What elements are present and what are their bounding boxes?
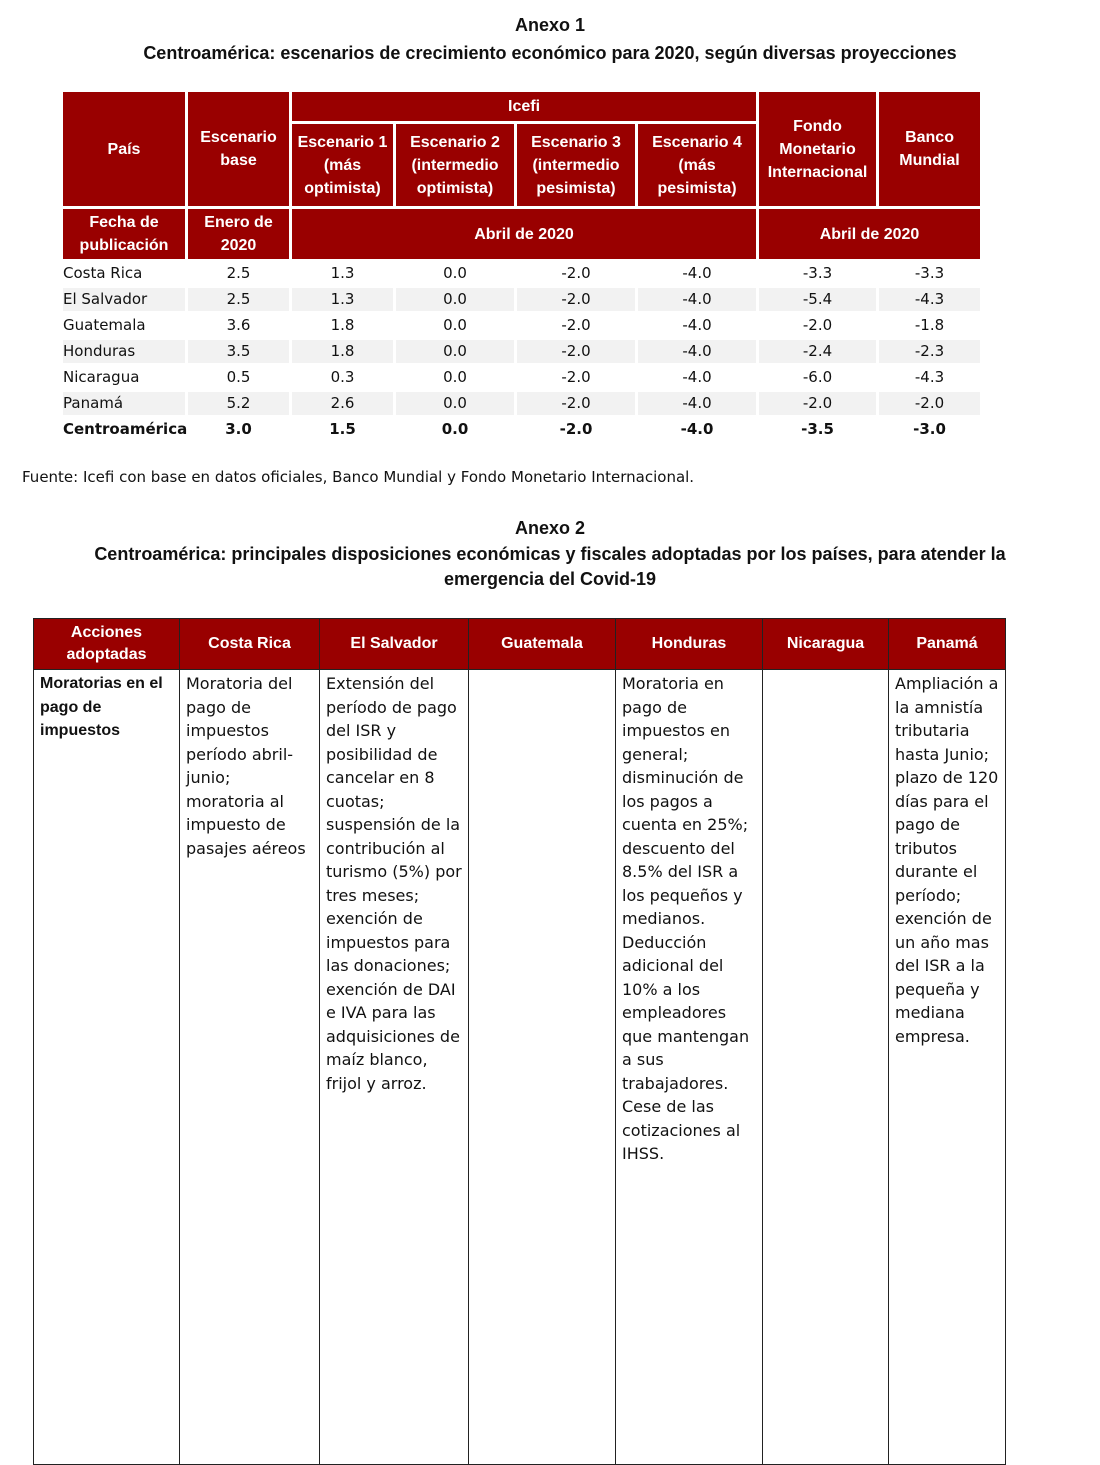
country-name: Honduras bbox=[63, 340, 185, 363]
growth-scenarios-table bbox=[60, 89, 983, 444]
growth-value: -4.0 bbox=[638, 262, 756, 285]
header-banco-mundial: Banco Mundial bbox=[879, 92, 980, 206]
header-costa-rica: Costa Rica bbox=[180, 619, 320, 670]
growth-value: -2.0 bbox=[517, 314, 635, 337]
growth-value: 2.5 bbox=[188, 288, 289, 311]
growth-value: 1.3 bbox=[292, 288, 393, 311]
annex1-title: Anexo 1 bbox=[514, 15, 586, 35]
row-label-moratorias: Moratorias en el pago de impuestos bbox=[34, 670, 180, 1465]
growth-value: -4.0 bbox=[638, 314, 756, 337]
growth-value: -2.3 bbox=[879, 340, 980, 363]
header-escenario-base: Escenario base bbox=[188, 92, 289, 206]
country-name: El Salvador bbox=[63, 288, 185, 311]
source-note: Fuente: Icefi con base en datos oficiales, Banco Mundial y Fondo Monetario Internacional. bbox=[22, 468, 695, 486]
annex1-subtitle: Centroamérica: escenarios de crecimiento económico para 2020, según diversas proyecciones bbox=[143, 43, 957, 63]
header-honduras: Honduras bbox=[616, 619, 763, 670]
header-abril-2020-organismos: Abril de 2020 bbox=[759, 209, 980, 259]
growth-value: -3.3 bbox=[879, 262, 980, 285]
country-name: Nicaragua bbox=[63, 366, 185, 389]
header-el-salvador: El Salvador bbox=[320, 619, 469, 670]
header-fecha-publicacion: Fecha de publicación bbox=[63, 209, 185, 259]
growth-value: 3.0 bbox=[188, 418, 289, 441]
fiscal-measures-table bbox=[33, 618, 1006, 1465]
growth-value: -2.0 bbox=[517, 340, 635, 363]
header-panama: Panamá bbox=[889, 619, 1006, 670]
header-escenario-4: Escenario 4 (más pesimista) bbox=[638, 124, 756, 206]
growth-value: -4.3 bbox=[879, 288, 980, 311]
growth-value: -2.0 bbox=[517, 262, 635, 285]
header-nicaragua: Nicaragua bbox=[763, 619, 889, 670]
growth-value: -3.0 bbox=[879, 418, 980, 441]
growth-value: -4.0 bbox=[638, 366, 756, 389]
cell-guatemala bbox=[469, 670, 616, 1465]
country-name: Costa Rica bbox=[63, 262, 185, 285]
growth-value: -2.0 bbox=[517, 418, 635, 441]
growth-value: -2.0 bbox=[879, 392, 980, 415]
growth-value: 2.5 bbox=[188, 262, 289, 285]
table-row bbox=[63, 366, 980, 389]
growth-value: 0.0 bbox=[396, 340, 514, 363]
header-escenario-2: Escenario 2 (intermedio optimista) bbox=[396, 124, 514, 206]
country-name: Centroamérica bbox=[63, 418, 185, 441]
growth-value: 3.5 bbox=[188, 340, 289, 363]
country-name: Guatemala bbox=[63, 314, 185, 337]
cell-nicaragua bbox=[763, 670, 889, 1465]
header-pais: País bbox=[63, 92, 185, 206]
growth-value: 3.6 bbox=[188, 314, 289, 337]
growth-value: 5.2 bbox=[188, 392, 289, 415]
cell-panama: Ampliación a la amnistía tributaria hasta Junio; plazo de 120 días para el pago de tributos durante el período; exención de un año mas del ISR a la pequeña y mediana empresa. bbox=[889, 670, 1006, 1465]
growth-value: 0.0 bbox=[396, 418, 514, 441]
growth-value: -4.3 bbox=[879, 366, 980, 389]
annex2-title: Anexo 2 bbox=[514, 518, 586, 538]
growth-value: -2.0 bbox=[517, 288, 635, 311]
cell-el-salvador: Extensión del período de pago del ISR y posibilidad de cancelar en 8 cuotas; suspensión de la contribución al turismo (5%) por tres meses; exención de impuestos para las donaciones; exención de DAI e IVA para las adquisiciones de maíz blanco, frijol y arroz. bbox=[320, 670, 469, 1465]
country-name: Panamá bbox=[63, 392, 185, 415]
growth-value: -4.0 bbox=[638, 418, 756, 441]
header-abril-2020-icefi: Abril de 2020 bbox=[292, 209, 756, 259]
header-icefi: Icefi bbox=[292, 92, 756, 121]
growth-value: 1.5 bbox=[292, 418, 393, 441]
growth-value: 0.0 bbox=[396, 366, 514, 389]
cell-honduras: Moratoria en pago de impuestos en general; disminución de los pagos a cuenta en 25%; descuento del 8.5% del ISR a los pequeños y medianos. Deducción adicional del 10% a los empleadores que mantengan a sus trabajadores. Cese de las cotizaciones al IHSS. bbox=[616, 670, 763, 1465]
header-escenario-1: Escenario 1 (más optimista) bbox=[292, 124, 393, 206]
growth-value: -5.4 bbox=[759, 288, 876, 311]
growth-value: -2.0 bbox=[759, 314, 876, 337]
growth-value: -2.0 bbox=[517, 392, 635, 415]
growth-value: 0.0 bbox=[396, 392, 514, 415]
growth-value: -2.0 bbox=[759, 392, 876, 415]
growth-value: -1.8 bbox=[879, 314, 980, 337]
growth-value: 0.0 bbox=[396, 314, 514, 337]
header-acciones-adoptadas: Acciones adoptadas bbox=[34, 619, 180, 670]
growth-value: -4.0 bbox=[638, 392, 756, 415]
total-row bbox=[63, 418, 980, 441]
table-row bbox=[63, 288, 980, 311]
table-row bbox=[63, 392, 980, 415]
annex2-subtitle-line1: Centroamérica: principales disposiciones económicas y fiscales adoptadas por los países, para atender la bbox=[94, 544, 1006, 564]
cell-costa-rica: Moratoria del pago de impuestos período abril-junio; moratoria al impuesto de pasajes aéreos bbox=[180, 670, 320, 1465]
growth-value: -4.0 bbox=[638, 340, 756, 363]
growth-value: -6.0 bbox=[759, 366, 876, 389]
growth-value: 0.3 bbox=[292, 366, 393, 389]
growth-value: 0.5 bbox=[188, 366, 289, 389]
growth-value: 2.6 bbox=[292, 392, 393, 415]
header-guatemala: Guatemala bbox=[469, 619, 616, 670]
table-row bbox=[63, 262, 980, 285]
growth-value: 1.8 bbox=[292, 340, 393, 363]
header-escenario-3: Escenario 3 (intermedio pesimista) bbox=[517, 124, 635, 206]
growth-value: 0.0 bbox=[396, 262, 514, 285]
growth-value: -2.4 bbox=[759, 340, 876, 363]
header-enero-2020: Enero de 2020 bbox=[188, 209, 289, 259]
growth-value: 1.3 bbox=[292, 262, 393, 285]
table-row bbox=[63, 340, 980, 363]
growth-value: -2.0 bbox=[517, 366, 635, 389]
growth-value: -4.0 bbox=[638, 288, 756, 311]
annex2-subtitle-line2: emergencia del Covid-19 bbox=[443, 569, 657, 589]
header-fmi: Fondo Monetario Internacional bbox=[759, 92, 876, 206]
growth-value: -3.5 bbox=[759, 418, 876, 441]
table-row bbox=[34, 670, 1006, 1465]
table-row bbox=[63, 314, 980, 337]
growth-value: -3.3 bbox=[759, 262, 876, 285]
growth-value: 0.0 bbox=[396, 288, 514, 311]
growth-value: 1.8 bbox=[292, 314, 393, 337]
